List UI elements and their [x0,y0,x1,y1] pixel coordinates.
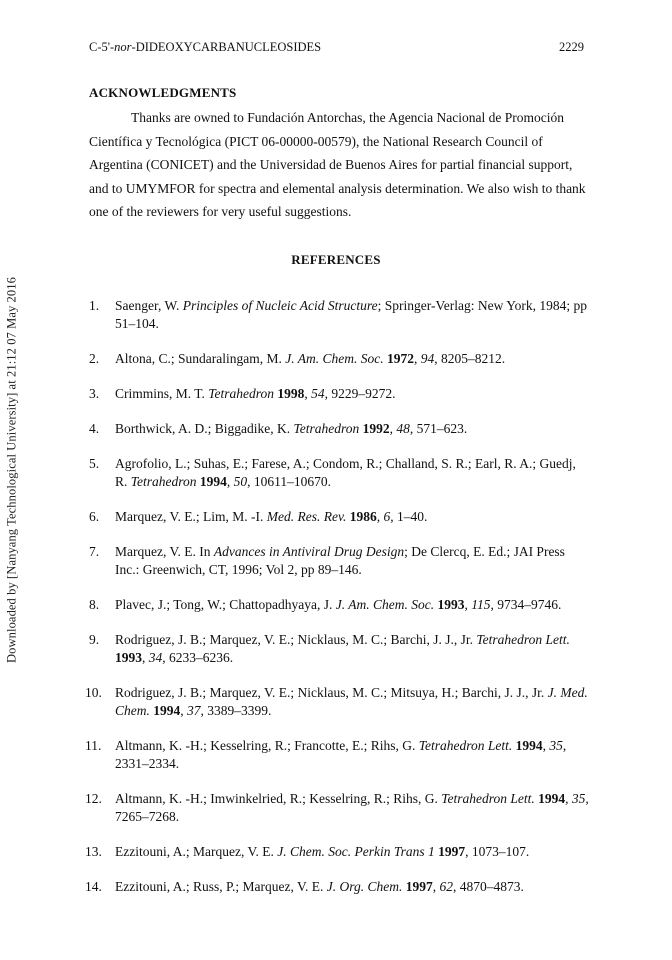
reference-number: 6. [89,509,100,524]
reference-part: , 3389–3399. [200,703,272,718]
reference-text [115,597,561,612]
reference-part: Marquez, V. E.; Lim, M. -I. [115,509,267,524]
reference-year: 1972 [386,351,414,366]
reference-part: , 1–40. [390,509,428,524]
reference-item [89,385,589,403]
reference-item [89,508,589,526]
reference-part: Saenger, W. [115,298,183,313]
reference-text [115,386,396,401]
reference-part: , [180,703,187,718]
reference-year: 1994 [538,791,566,806]
reference-part: , [464,597,472,612]
acknowledgments-section [89,106,586,224]
reference-item [89,596,589,614]
reference-year: 1993 [115,650,142,665]
running-header [89,40,584,58]
reference-part: , 6233–6236. [162,650,234,665]
reference-part: , [142,650,149,665]
reference-italic-part: Advances in Antiviral Drug Design [213,544,405,559]
reference-italic-part: 50 [233,474,248,489]
reference-text [115,298,587,331]
reference-italic-part: J. Am. Chem. Soc. [335,597,435,612]
reference-italic-part: Tetrahedron Lett. [476,632,570,647]
reference-item [85,684,589,720]
reference-italic-part: 94 [420,351,435,366]
reference-part: Rodriguez, J. B.; Marquez, V. E.; Nicklaus, M. C.; Mitsuya, H.; Barchi, J. J., Jr. [115,685,548,700]
reference-part: , [304,386,312,401]
reference-text [115,544,565,577]
reference-part: Ezzitouni, A.; Marquez, V. E. [115,844,278,859]
page-number: 2229 [559,40,584,54]
reference-number: 10. [85,685,102,700]
reference-italic-part: Tetrahedron [130,474,197,489]
reference-item [85,790,589,826]
reference-text [115,685,588,718]
reference-item [85,878,589,896]
reference-number: 7. [89,544,100,559]
acknowledgments-heading: ACKNOWLEDGMENTS [89,85,237,100]
acknowledgments-paragraph: Thanks are owned to Fundación Antorchas, the Agencia Nacional de Promoción Científica y Tecnológica (PICT 06-00000-00579), the National Research Council of Argentina (CONICET) and the Universidad de Buenos Aires for partial financial support, and to UMYMFOR for spectra and elemental analysis determination. We also wish to thank one of the reviewers for very useful suggestions. [89,110,586,219]
reference-part: , 2331–2334. [115,738,567,771]
reference-part: Agrofolio, L.; Suhas, E.; Farese, A.; Condom, R.; Challand, S. R.; Earl, R. A.; Guedj, R. [115,456,576,489]
reference-text [115,879,524,894]
reference-part: , 10611–10670. [247,474,332,489]
reference-part: Altmann, K. -H.; Imwinkelried, R.; Kesselring, R.; Rihs, G. [115,791,442,806]
reference-part: ; Springer-Verlag: New York, 1984; pp 51–104. [115,298,588,331]
reference-italic-part: J. Chem. Soc. Perkin Trans 1 [277,844,435,859]
reference-part: , 1073–107. [465,844,530,859]
reference-italic-part: Tetrahedron Lett. [441,791,535,806]
reference-year: 1994 [153,703,181,718]
reference-item [89,631,589,667]
reference-italic-part: J. Am. Chem. Soc. [285,351,384,366]
reference-text [115,844,529,859]
reference-number: 11. [85,738,102,753]
reference-item [85,843,589,861]
reference-year: 1997 [405,879,433,894]
running-title [89,40,321,55]
reference-italic-part: 54 [311,386,325,401]
reference-year: 1998 [277,386,305,401]
reference-number: 14. [85,879,102,894]
reference-part: , [413,351,421,366]
reference-part: , 9229–9272. [324,386,396,401]
reference-italic-part: 35 [549,738,563,753]
reference-part: Borthwick, A. D.; Biggadike, K. [115,421,294,436]
reference-italic-part: Tetrahedron Lett. [418,738,513,753]
running-title-prefix: C-5'- [89,40,115,54]
reference-year: 1997 [438,844,466,859]
reference-italic-part: 115 [471,597,491,612]
reference-part: , 8205–8212. [434,351,506,366]
reference-italic-part: Tetrahedron [208,386,275,401]
download-watermark-text: Downloaded by [Nanyang Technological University] at 21:12 07 May 2016 [4,277,19,663]
references-list [85,297,589,913]
reference-part: , [432,879,440,894]
reference-italic-part: 37 [187,703,201,718]
reference-italic-part: 34 [148,650,163,665]
reference-year: 1994 [199,474,227,489]
reference-number: 4. [89,421,100,436]
reference-part: , [565,791,572,806]
reference-italic-part: 35 [571,791,586,806]
reference-part: , 4870–4873. [453,879,524,894]
reference-italic-part: Tetrahedron [293,421,360,436]
reference-part: Plavec, J.; Tong, W.; Chattopadhyaya, J. [115,597,336,612]
reference-part: Rodriguez, J. B.; Marquez, V. E.; Nicklaus, M. C.; Barchi, J. J., Jr. [115,632,477,647]
reference-text [115,421,467,436]
reference-text [115,351,505,366]
reference-part: Altmann, K. -H.; Kesselring, R.; Francotte, E.; Rihs, G. [115,738,419,753]
reference-text [115,509,427,524]
reference-number: 13. [85,844,102,859]
running-title-suffix: -DIDEOXYCARBANUCLEOSIDES [131,40,322,54]
reference-part: , [542,738,550,753]
references-heading: REFERENCES [291,252,381,267]
reference-item [85,737,589,773]
reference-item [89,420,589,438]
running-title-italic: nor [114,40,132,54]
reference-number: 5. [89,456,100,471]
reference-part: ; De Clercq, E. Ed.; JAI Press Inc.: Greenwich, CT, 1996; Vol 2, pp 89–146. [115,544,565,577]
reference-part: , 9734–9746. [490,597,562,612]
reference-part: , 7265–7268. [115,791,589,824]
reference-text [115,738,566,771]
reference-item [89,543,589,579]
reference-italic-part: Principles of Nucleic Acid Structure [182,298,378,313]
reference-item [89,455,589,491]
reference-italic-part: 62 [439,879,453,894]
reference-part: Marquez, V. E. In [115,544,214,559]
reference-number: 9. [89,632,100,647]
reference-number: 3. [89,386,100,401]
reference-part: , [389,421,397,436]
reference-part: , [376,509,384,524]
reference-italic-part: J. Med. Chem. [115,685,588,718]
reference-part: , 571–623. [409,421,468,436]
reference-part: , [226,474,234,489]
reference-number: 2. [89,351,100,366]
reference-year: 1986 [349,509,377,524]
reference-year: 1994 [515,738,543,753]
reference-italic-part: 48 [396,421,410,436]
reference-part: Crimmins, M. T. [115,386,209,401]
reference-year: 1993 [437,597,465,612]
reference-italic-part: Med. Res. Rev. [266,509,347,524]
reference-italic-part: J. Org. Chem. [326,879,403,894]
reference-text [115,632,570,665]
reference-item [89,297,589,333]
reference-number: 8. [89,597,100,612]
download-watermark [2,230,22,710]
reference-part: Ezzitouni, A.; Russ, P.; Marquez, V. E. [115,879,327,894]
reference-part: Altona, C.; Sundaralingam, M. [115,351,286,366]
reference-text [115,791,589,824]
reference-number: 1. [89,298,100,313]
reference-year: 1992 [362,421,390,436]
reference-italic-part: 6 [383,509,391,524]
reference-item [89,350,589,368]
reference-text [115,456,576,489]
reference-number: 12. [85,791,102,806]
